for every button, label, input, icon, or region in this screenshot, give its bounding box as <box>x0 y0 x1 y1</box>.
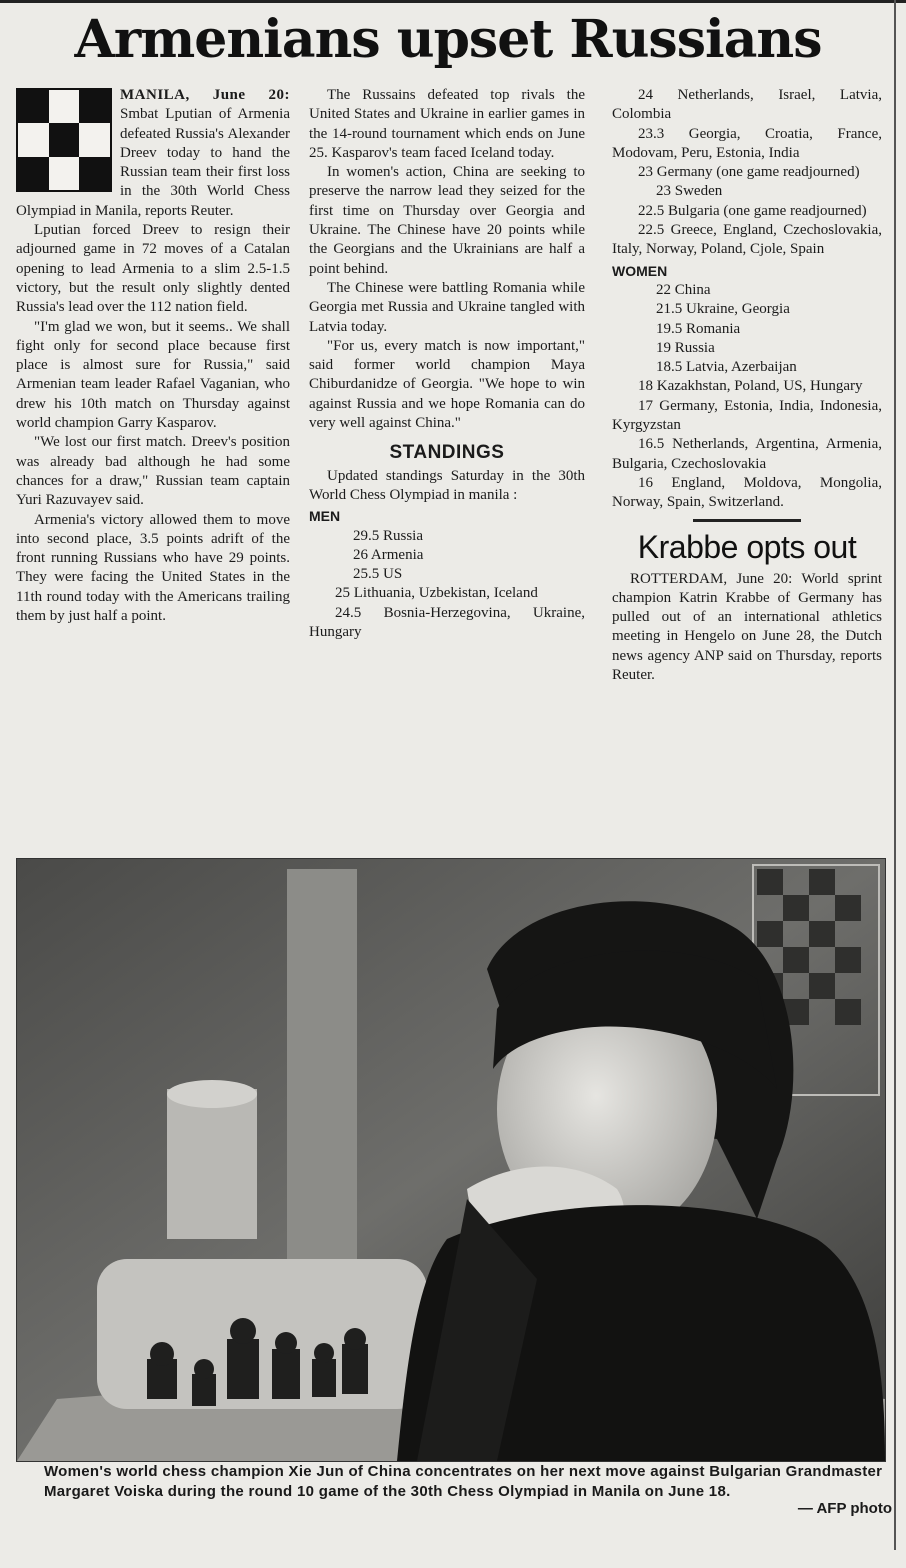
headline: Armenians upset Russians <box>74 9 822 70</box>
standing-entry: 22.5 Bulgaria (one game readjourned) <box>638 202 867 219</box>
standing-entry: 24 Netherlands, Israel, Latvia, Colombia <box>612 87 882 123</box>
standing-entry: 22 China <box>656 281 711 298</box>
krabbe-dateline: ROTTERDAM, June 20: <box>630 570 793 587</box>
photo-caption: Women's world chess champion Xie Jun of China concentrates on her next move against Bulgarian Grandmaster Margaret Voiska during the round 10 game of the 30th Chess Olympiad in Manila on June 18. <box>44 1463 883 1500</box>
column-border <box>894 0 896 1550</box>
standing-entry: 21.5 Ukraine, Georgia <box>656 301 790 318</box>
chessboard-icon <box>16 88 112 192</box>
top-rule <box>0 0 906 3</box>
standing-entry: 22.5 Greece, England, Czechoslovakia, Italy, Norway, Poland, Cjole, Spain <box>612 222 882 258</box>
story-paragraph: Lputian forced Dreev to resign their adjourned game in 72 moves of a Catalan opening to lead Armenia to a slim 2.5-1.5 victory, but the result only slightly dented Russia's lead over the 112 nation field. <box>16 222 290 316</box>
story-dateline: MANILA, June 20: <box>120 87 290 103</box>
section-divider <box>693 519 801 522</box>
story-lead-paragraph: MANILA, June 20: Smbat Lputian of Armenia defeated Russia's Alexander Dreev today to hand the Russian team their first loss in the 30th World Chess Olympiad in Manila, reports Reuter. <box>16 87 290 219</box>
standing-entry: 23 Germany (one game readjourned) <box>638 164 860 181</box>
story-paragraph: "I'm glad we won, but it seems.. We shall fight only for second place because first place is almost sure for Russia," said Armenian team leader Rafael Vaganian, who drew his 10th match on Thursday against world champion Garry Kasparov. <box>16 318 290 432</box>
standing-entry: 19.5 Romania <box>656 320 741 337</box>
story-paragraph: In women's action, China are seeking to preserve the narrow lead they seized for the first time on Thursday over Georgia and Ukraine. The Chinese have 20 points while the Georgians and the Ukrainians are half a point behind. <box>309 164 585 277</box>
story-paragraph: The Chinese were battling Romania while Georgia met Russia and Ukraine tangled with Latvia today. <box>309 279 585 335</box>
chess-player-photo <box>16 858 886 1462</box>
standing-entry: 23 Sweden <box>656 183 723 200</box>
krabbe-paragraph: ROTTERDAM, June 20: World sprint champion Katrin Krabbe of Germany has pulled out of an international athletics meeting in Hengelo on June 28, the Dutch news agency ANP said on Thursday, reports Reuter. <box>612 570 882 684</box>
standing-entry: 25.5 US <box>353 566 403 583</box>
story-column-1 <box>16 86 290 626</box>
standing-entry: 19 Russia <box>656 339 715 356</box>
story-paragraph: "For us, every match is now important," said former world champion Maya Chiburdanidze of Georgia. "We hope to win against Russia and we hope Romania can do very well against China." <box>309 337 585 432</box>
women-label: WOMEN <box>612 262 668 279</box>
story-paragraph: Armenia's victory allowed them to move into second place, 3.5 points adrift of the front running Russians who have 29 points. They were facing the United States in the 11th round today with the Americans trailing them by just half a point. <box>16 511 290 625</box>
men-label: MEN <box>309 508 341 525</box>
standing-entry: 16 England, Moldova, Mongolia, Norway, Spain, Switzerland. <box>612 474 882 511</box>
standing-entry: 29.5 Russia <box>353 527 424 544</box>
standing-entry: 17 Germany, Estonia, India, Indonesia, Kyrgyzstan <box>612 397 882 434</box>
story-column-3 <box>612 86 882 685</box>
standing-entry: 18.5 Latvia, Azerbaijan <box>656 359 797 376</box>
standing-entry: 16.5 Netherlands, Argentina, Armenia, Bulgaria, Czechoslovakia <box>612 436 882 472</box>
standings-title: STANDINGS <box>389 442 505 464</box>
standing-entry: 24.5 Bosnia-Herzegovina, Ukraine, Hungary <box>309 604 585 641</box>
story-paragraph: The Russains defeated top rivals the United States and Ukraine in earlier games in the 14-round tournament which ends on June 25. Kasparov's team faced Iceland today. <box>309 87 585 161</box>
standings-intro: Updated standings Saturday in the 30th World Chess Olympiad in manila : <box>309 467 585 503</box>
story-column-2 <box>309 86 585 642</box>
standing-entry: 26 Armenia <box>353 546 424 563</box>
standing-entry: 23.3 Georgia, Croatia, France, Modovam, Peru, Estonia, India <box>612 125 882 161</box>
story-paragraph: "We lost our first match. Dreev's position was already bad although he had some chances for a draw," Russian team captain Yuri Razuvayev said. <box>16 434 290 509</box>
standing-entry: 25 Lithuania, Uzbekistan, Iceland <box>335 585 538 602</box>
standing-entry: 18 Kazakhstan, Poland, US, Hungary <box>638 378 863 395</box>
krabbe-headline: Krabbe opts out <box>637 528 857 565</box>
photo-credit: — AFP photo <box>797 1500 892 1517</box>
